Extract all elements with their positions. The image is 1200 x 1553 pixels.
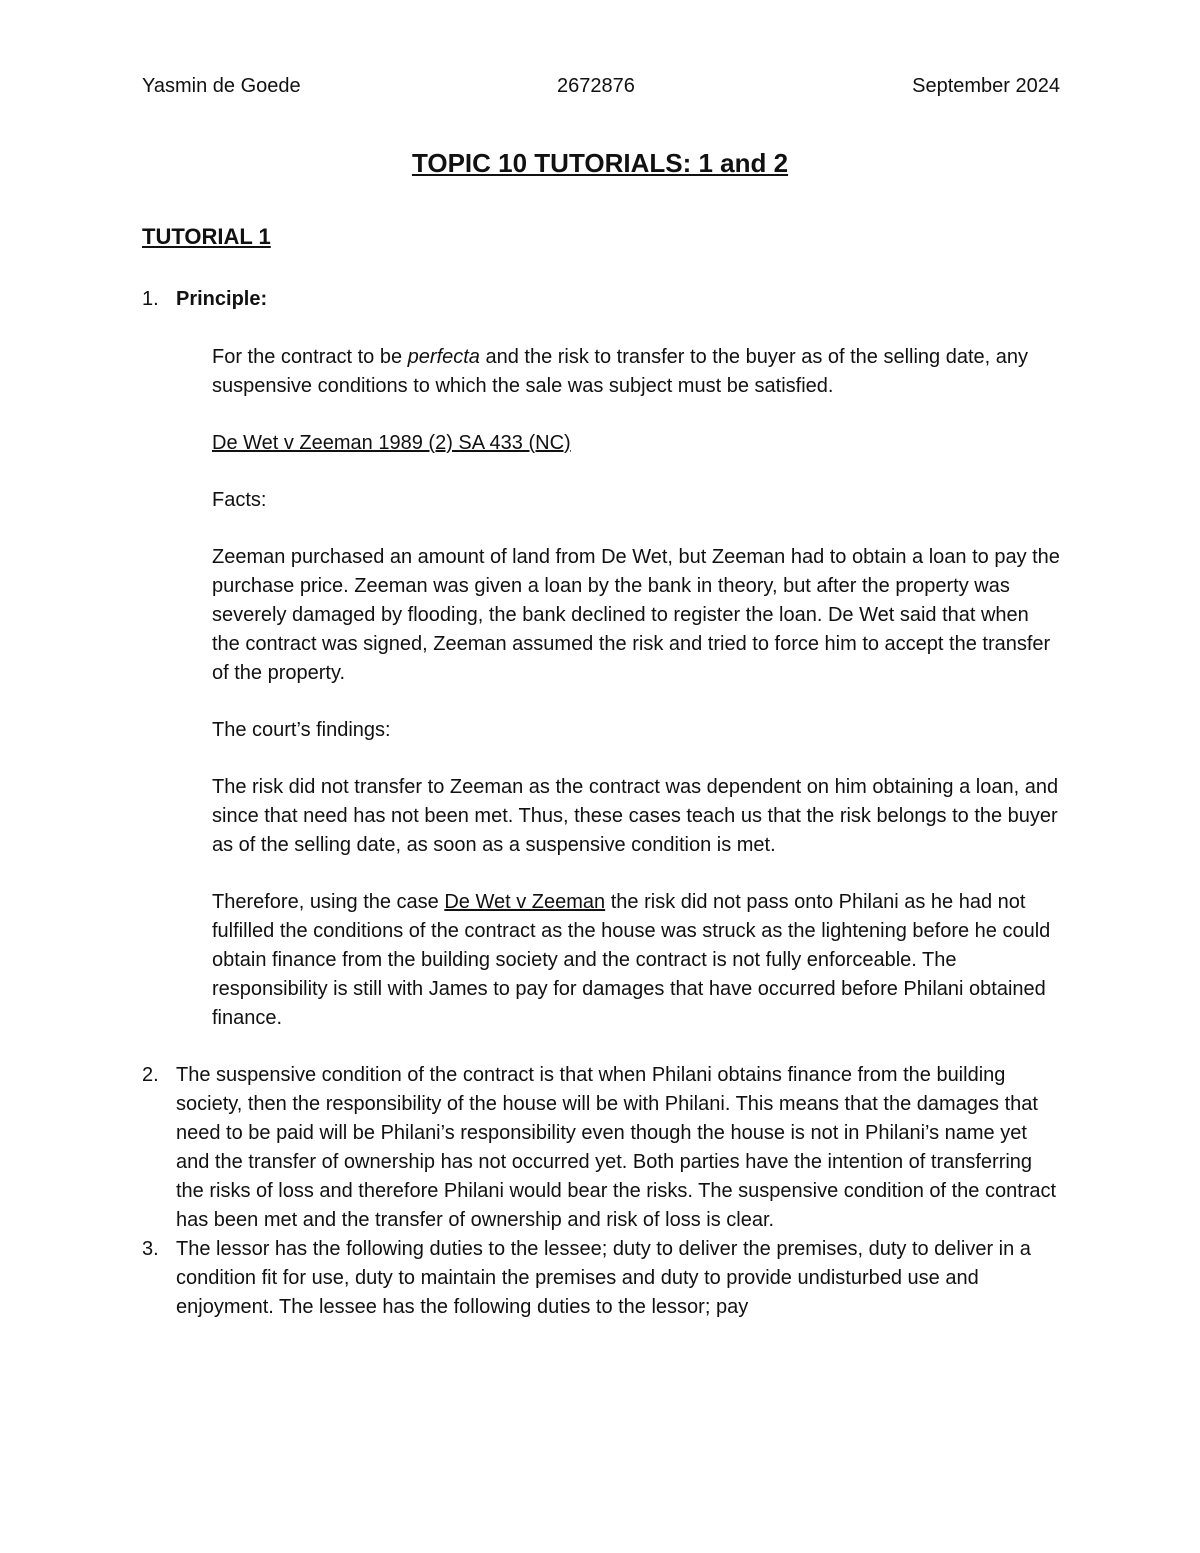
list-number: 3.	[142, 1238, 159, 1260]
list-number: 2.	[142, 1064, 159, 1086]
principle-paragraph: For the contract to be perfecta and the risk to transfer to the buyer as of the selling date, any suspensive conditions to which the sale was subject must be satisfied.	[212, 346, 1029, 397]
findings-label: The court’s findings:	[212, 719, 391, 741]
findings-paragraph: The risk did not transfer to Zeeman as the contract was dependent on him obtaining a loan, and since that need has not been met. Thus, these cases teach us that the risk belongs to the buyer as of the selling date, as soon as a suspensive condition is met.	[212, 776, 1059, 856]
facts-paragraph: Zeeman purchased an amount of land from De Wet, but Zeeman had to obtain a loan to pay the purchase price. Zeeman was given a loan by the bank in theory, but after the property was severely damaged by flooding, the bank declined to register the loan. De Wet said that when the contract was signed, Zeeman assumed the risk and tried to force him to accept the transfer of the property.	[212, 546, 1060, 684]
header-date: September 2024	[912, 75, 1060, 97]
facts-label: Facts:	[212, 489, 267, 511]
document-title: TOPIC 10 TUTORIALS: 1 and 2	[411, 148, 789, 178]
list-item-1	[142, 285, 1062, 1033]
principle-heading: Principle:	[176, 288, 268, 310]
list-item-3	[142, 1235, 1062, 1322]
document-body	[142, 285, 1062, 1322]
item-2-paragraph: The suspensive condition of the contract is that when Philani obtains finance from the building society, then the responsibility of the house will be with Philani. This means that the damages that need to be paid will be Philani’s responsibility even though the house is not in Philani’s name yet and the transfer of ownership has not occurred yet. Both parties have the intention of transferring the risks of loss and therefore Philani would bear the risks. The suspensive condition of the contract has been met and the transfer of ownership and risk of loss is clear.	[176, 1064, 1057, 1231]
item-1-content	[176, 343, 1062, 1033]
page-header	[142, 72, 1060, 102]
item-3-paragraph: The lessor has the following duties to the lessee; duty to deliver the premises, duty to deliver in a condition fit for use, duty to maintain the premises and duty to provide undisturbed use and enjoyment. The lessee has the following duties to the lessor; pay	[176, 1238, 1031, 1318]
application-paragraph: Therefore, using the case De Wet v Zeeman the risk did not pass onto Philani as he had not fulfilled the conditions of the contract as the house was struck as the lightening before he could obtain finance from the building society and the contract is not fully enforceable. The responsibility is still with James to pay for damages that have occurred before Philani obtained finance.	[212, 891, 1051, 1029]
list-item-2	[142, 1061, 1062, 1235]
header-student-number: 2672876	[557, 75, 635, 97]
list-number: 1.	[142, 288, 159, 310]
header-author: Yasmin de Goede	[142, 75, 301, 97]
italic-term: perfecta	[407, 346, 480, 368]
section-heading: TUTORIAL 1	[142, 224, 271, 249]
case-citation: De Wet v Zeeman 1989 (2) SA 433 (NC)	[212, 432, 571, 454]
case-reference: De Wet v Zeeman	[444, 891, 606, 913]
